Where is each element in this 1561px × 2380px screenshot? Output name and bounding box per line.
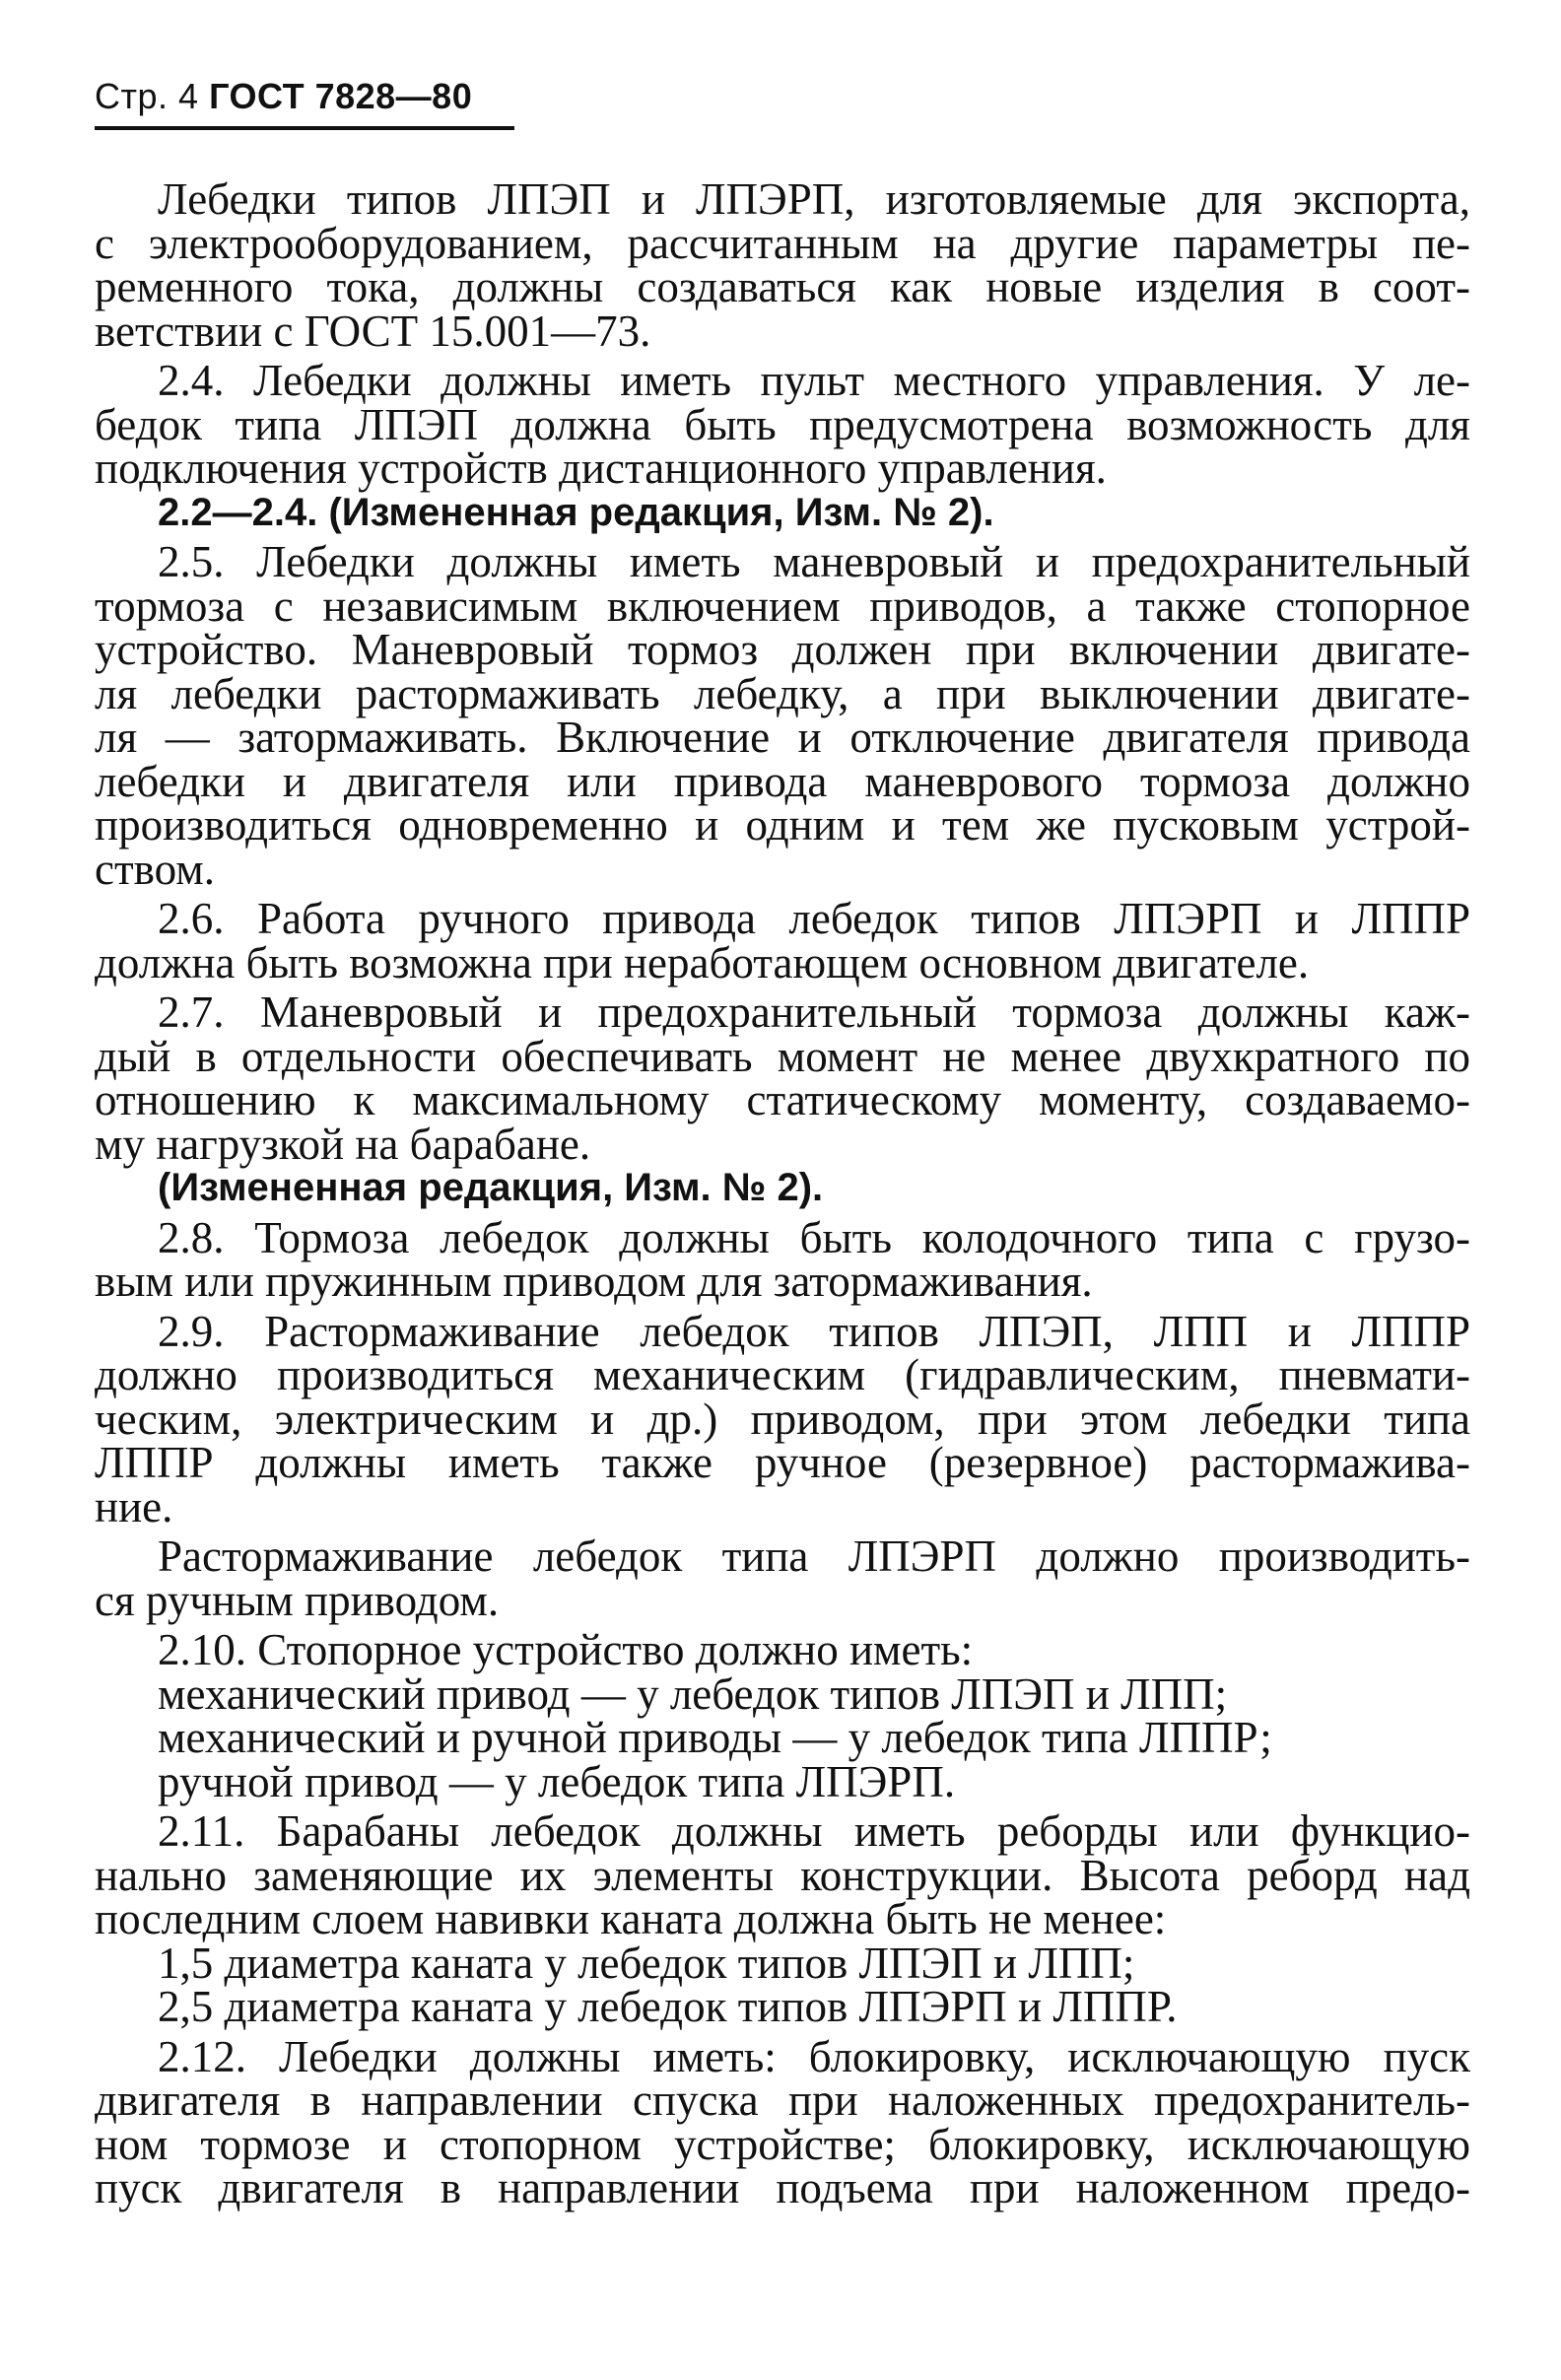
text-line: нально заменяющие их элементы конструкции. Высота реборд над bbox=[95, 1850, 1470, 1900]
text-line: ременного тока, должны создаваться как новые изделия в соот- bbox=[95, 262, 1470, 311]
text-line: ля — затормаживать. Включение и отключение двигателя привода bbox=[95, 713, 1470, 762]
text-line: 2.12. Лебедки должны иметь: блокировку, исключающую пуск bbox=[158, 2031, 1470, 2081]
text-line: 2,5 диаметра каната у лебедок типов ЛПЭРП и ЛППР. bbox=[158, 1982, 1178, 2031]
text-line: 2.5. Лебедки должны иметь маневровый и предохранительный bbox=[158, 537, 1470, 586]
text-line: ЛППР должны иметь также ручное (резервное) растормажива- bbox=[95, 1438, 1470, 1487]
text-line: должно производиться механическим (гидравлическим, пневмати- bbox=[95, 1350, 1470, 1399]
text-line: 2.2—2.4. (Измененная редакция, Изм. № 2). bbox=[158, 490, 994, 534]
page-number: Стр. 4 bbox=[95, 76, 199, 116]
text-line: последним слоем навивки каната должна быть не менее: bbox=[95, 1894, 1167, 1943]
text-line: тормоза с независимым включением приводов, а также стопорное bbox=[95, 580, 1470, 631]
text-line: двигателя в направлении спуска при наложенных предохранитель- bbox=[95, 2075, 1470, 2125]
text-line: дый в отдельности обеспечивать момент не менее двухкратного по bbox=[95, 1031, 1470, 1081]
text-line: ся ручным приводом. bbox=[95, 1575, 500, 1625]
text-line: подключения устройств дистанционного управления. bbox=[95, 443, 1107, 493]
text-line: (Измененная редакция, Изм. № 2). bbox=[158, 1166, 824, 1209]
text-line: 2.6. Работа ручного привода лебедок типов ЛПЭРП и ЛППР bbox=[158, 894, 1470, 943]
text-line: му нагрузкой на барабане. bbox=[95, 1119, 591, 1169]
text-line: должна быть возможна при неработающем основном двигателе. bbox=[95, 937, 1310, 987]
text-line: производиться одновременно и одним и тем же пусковым устрой- bbox=[95, 800, 1470, 850]
text-line: 2.8. Тормоза лебедок должны быть колодочного типа с грузо- bbox=[158, 1212, 1470, 1262]
text-line: 2.10. Стопорное устройство должно иметь: bbox=[158, 1625, 974, 1674]
text-line: механический привод — у лебедок типов ЛПЭП и ЛПП; bbox=[158, 1668, 1228, 1719]
text-line: Лебедки типов ЛПЭП и ЛПЭРП, изготовляемые для экспорта, bbox=[158, 174, 1470, 224]
page-header bbox=[95, 75, 472, 118]
text-line: вым или пружинным приводом для затормаживания. bbox=[95, 1257, 1093, 1306]
text-line: ветствии с ГОСТ 15.001—73. bbox=[95, 306, 651, 356]
text-line: пуск двигателя в направлении подъема при наложенном предо- bbox=[95, 2163, 1470, 2212]
text-line: ручной привод — у лебедок типа ЛПЭРП. bbox=[158, 1756, 956, 1806]
text-line: 2.11. Барабаны лебедок должны иметь реборды или функцио- bbox=[158, 1806, 1470, 1856]
text-line: с электрооборудованием, рассчитанным на другие параметры пе- bbox=[95, 218, 1470, 268]
header-rule bbox=[95, 126, 514, 130]
standard-designation: ГОСТ 7828—80 bbox=[209, 76, 473, 116]
text-line: ством. bbox=[95, 844, 215, 894]
text-line: Растормаживание лебедок типа ЛПЭРП должно производить- bbox=[158, 1531, 1470, 1581]
text-line: механический и ручной приводы — у лебедок типа ЛППР; bbox=[158, 1713, 1272, 1762]
text-line: ние. bbox=[95, 1481, 173, 1531]
text-line: ческим, электрическим и др.) приводом, при этом лебедки типа bbox=[95, 1394, 1470, 1444]
text-line: 1,5 диаметра каната у лебедок типов ЛПЭП и ЛПП; bbox=[158, 1938, 1135, 1988]
text-line: 2.4. Лебедки должны иметь пульт местного управления. У ле- bbox=[158, 356, 1470, 405]
text-line: лебедки и двигателя или привода маневрового тормоза должно bbox=[95, 756, 1470, 806]
document-body bbox=[95, 174, 1470, 2212]
text-line: ном тормозе и стопорном устройстве; блокировку, исключающую bbox=[95, 2119, 1470, 2169]
text-line: 2.9. Растормаживание лебедок типов ЛПЭП, ЛПП и ЛППР bbox=[158, 1306, 1470, 1356]
text-line: ля лебедки растормаживать лебедку, а при выключении двигате- bbox=[95, 668, 1470, 718]
text-line: 2.7. Маневровый и предохранительный тормоза должны каж- bbox=[158, 987, 1470, 1037]
text-line: бедок типа ЛПЭП должна быть предусмотрена возможность для bbox=[95, 399, 1470, 449]
text-line: устройство. Маневровый тормоз должен при включении двигате- bbox=[95, 625, 1470, 674]
text-line: отношению к максимальному статическому моменту, создаваемо- bbox=[95, 1075, 1470, 1124]
